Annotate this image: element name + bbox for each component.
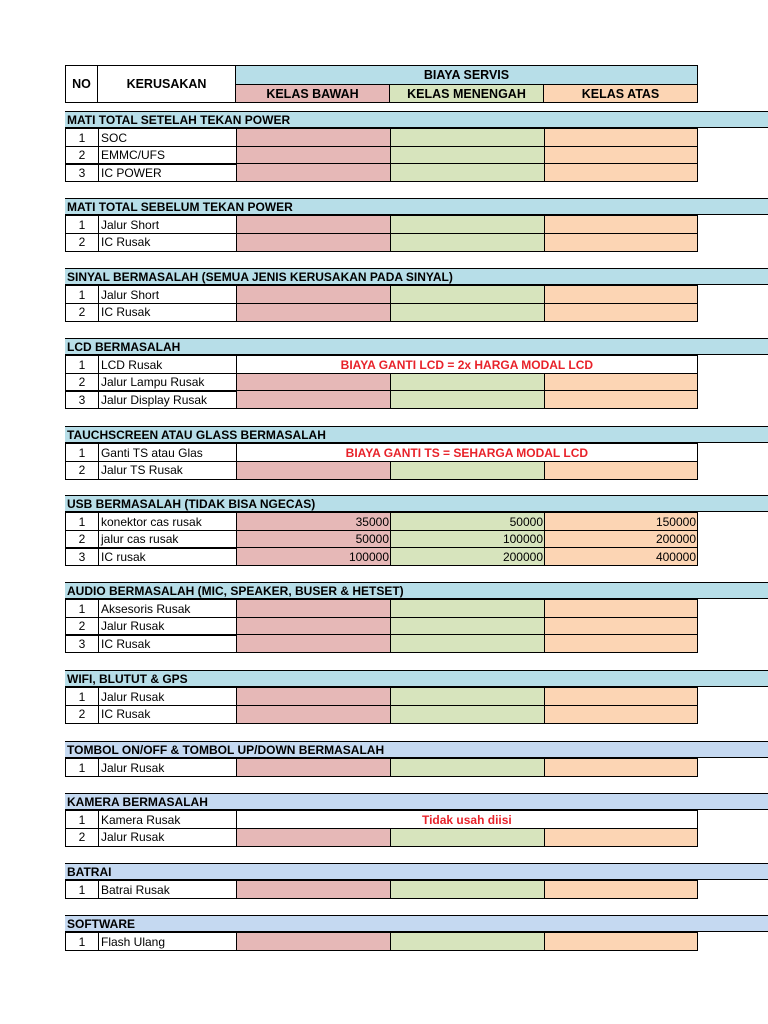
cell-kelas-atas[interactable]: 200000 [544, 530, 698, 549]
cell-kelas-bawah[interactable] [236, 687, 391, 706]
cell-kelas-menengah[interactable] [390, 932, 545, 951]
table-row [65, 129, 698, 147]
table-row [65, 462, 698, 480]
cell-kelas-menengah[interactable] [390, 828, 545, 847]
cell-kelas-atas[interactable]: 400000 [544, 547, 698, 566]
row-number: 3 [65, 634, 99, 653]
cell-kelas-menengah[interactable] [390, 599, 545, 618]
cell-kelas-bawah[interactable] [236, 285, 391, 304]
table-row [65, 881, 698, 899]
section-title: USB BERMASALAH (TIDAK BISA NGECAS) [65, 495, 768, 512]
cell-kelas-menengah[interactable] [390, 303, 545, 322]
cell-kelas-bawah[interactable] [236, 146, 391, 165]
cell-kelas-menengah[interactable] [390, 634, 545, 653]
cell-kelas-bawah[interactable] [236, 461, 391, 480]
cell-kelas-menengah[interactable] [390, 758, 545, 777]
table-row [65, 811, 698, 829]
row-number: 1 [65, 355, 99, 374]
cell-kelas-menengah[interactable] [390, 705, 545, 724]
row-number: 3 [65, 390, 99, 409]
table-row [65, 147, 698, 165]
cell-kelas-atas[interactable] [544, 373, 698, 392]
cell-kelas-menengah[interactable] [390, 285, 545, 304]
cell-kelas-bawah[interactable] [236, 617, 391, 636]
table-row [65, 688, 698, 706]
row-number: 1 [65, 758, 99, 777]
row-number: 1 [65, 128, 99, 147]
row-number: 2 [65, 146, 99, 165]
table-row [65, 829, 698, 847]
header-kelas-atas: KELAS ATAS [543, 84, 698, 103]
cell-kelas-atas[interactable] [544, 687, 698, 706]
row-number: 3 [65, 547, 99, 566]
section-title: AUDIO BERMASALAH (MIC, SPEAKER, BUSER & HETSET) [65, 582, 768, 599]
cell-kelas-atas[interactable]: 150000 [544, 512, 698, 531]
cell-kelas-bawah[interactable] [236, 634, 391, 653]
section-title: BATRAI [65, 863, 768, 880]
header-kelas-menengah: KELAS MENENGAH [389, 84, 544, 103]
cell-kelas-bawah[interactable] [236, 932, 391, 951]
cell-kelas-bawah[interactable] [236, 163, 391, 182]
cell-kelas-atas[interactable] [544, 233, 698, 252]
cell-kelas-menengah[interactable] [390, 215, 545, 234]
cell-kelas-menengah[interactable] [390, 880, 545, 899]
row-kerusakan: Ganti TS atau Glas [98, 443, 237, 462]
table-row [65, 759, 698, 777]
section-title: KAMERA BERMASALAH [65, 793, 768, 810]
cell-kelas-menengah[interactable] [390, 233, 545, 252]
row-kerusakan: Kamera Rusak [98, 810, 237, 829]
row-number: 1 [65, 880, 99, 899]
header-biaya-servis: BIAYA SERVIS [235, 65, 698, 85]
table-row [65, 706, 698, 724]
table-row [65, 391, 698, 409]
row-number: 2 [65, 373, 99, 392]
row-number: 2 [65, 617, 99, 636]
row-note: BIAYA GANTI LCD = 2x HARGA MODAL LCD [236, 355, 698, 374]
table-row [65, 618, 698, 636]
table-row [65, 216, 698, 234]
table-row [65, 304, 698, 322]
row-kerusakan: SOC [98, 128, 237, 147]
row-kerusakan: Jalur Display Rusak [98, 390, 237, 409]
row-number: 2 [65, 530, 99, 549]
cell-kelas-atas[interactable] [544, 828, 698, 847]
row-number: 1 [65, 932, 99, 951]
cell-kelas-atas[interactable] [544, 163, 698, 182]
cell-kelas-bawah[interactable] [236, 233, 391, 252]
table-row [65, 600, 698, 618]
cell-kelas-atas[interactable] [544, 617, 698, 636]
row-number: 1 [65, 285, 99, 304]
section-title: TOMBOL ON/OFF & TOMBOL UP/DOWN BERMASALAH [65, 741, 768, 758]
table-row [65, 531, 698, 549]
row-number: 1 [65, 599, 99, 618]
row-kerusakan: Jalur Short [98, 285, 237, 304]
cell-kelas-bawah[interactable] [236, 880, 391, 899]
cell-kelas-atas[interactable] [544, 461, 698, 480]
header-kerusakan: KERUSAKAN [97, 65, 236, 103]
cell-kelas-atas[interactable] [544, 758, 698, 777]
section-title: MATI TOTAL SETELAH TEKAN POWER [65, 111, 768, 128]
cell-kelas-atas[interactable] [544, 880, 698, 899]
row-kerusakan: Jalur Short [98, 215, 237, 234]
row-number: 3 [65, 163, 99, 182]
cell-kelas-menengah[interactable] [390, 128, 545, 147]
cell-kelas-atas[interactable] [544, 390, 698, 409]
section-title: MATI TOTAL SEBELUM TEKAN POWER [65, 198, 768, 215]
row-kerusakan: Jalur Lampu Rusak [98, 373, 237, 392]
row-number: 2 [65, 233, 99, 252]
cell-kelas-menengah[interactable]: 100000 [390, 530, 545, 549]
cell-kelas-menengah[interactable] [390, 617, 545, 636]
section-title: WIFI, BLUTUT & GPS [65, 670, 768, 687]
row-number: 2 [65, 303, 99, 322]
row-kerusakan: Jalur Rusak [98, 828, 237, 847]
table-row [65, 635, 698, 653]
row-kerusakan: Aksesoris Rusak [98, 599, 237, 618]
row-note: Tidak usah diisi [236, 810, 698, 829]
cell-kelas-menengah[interactable] [390, 373, 545, 392]
row-number: 2 [65, 705, 99, 724]
row-number: 1 [65, 215, 99, 234]
cell-kelas-bawah[interactable] [236, 128, 391, 147]
cell-kelas-menengah[interactable] [390, 390, 545, 409]
row-kerusakan: IC Rusak [98, 634, 237, 653]
cell-kelas-bawah[interactable] [236, 390, 391, 409]
row-kerusakan: jalur cas rusak [98, 530, 237, 549]
table-row [65, 164, 698, 182]
cell-kelas-atas[interactable] [544, 705, 698, 724]
row-kerusakan: Batrai Rusak [98, 880, 237, 899]
header-no: NO [65, 65, 98, 103]
cell-kelas-bawah[interactable] [236, 828, 391, 847]
cell-kelas-bawah[interactable] [236, 599, 391, 618]
table-row [65, 444, 698, 462]
table-row [65, 356, 698, 374]
cell-kelas-menengah[interactable] [390, 146, 545, 165]
row-number: 2 [65, 828, 99, 847]
cell-kelas-bawah[interactable] [236, 758, 391, 777]
cell-kelas-atas[interactable] [544, 285, 698, 304]
row-kerusakan: Flash Ulang [98, 932, 237, 951]
cell-kelas-menengah[interactable] [390, 687, 545, 706]
row-number: 1 [65, 512, 99, 531]
row-kerusakan: Jalur Rusak [98, 617, 237, 636]
table-row [65, 933, 698, 951]
cell-kelas-menengah[interactable]: 50000 [390, 512, 545, 531]
row-kerusakan: IC Rusak [98, 303, 237, 322]
cell-kelas-bawah[interactable] [236, 373, 391, 392]
table-row [65, 548, 698, 566]
table-row [65, 513, 698, 531]
section-title: SINYAL BERMASALAH (SEMUA JENIS KERUSAKAN PADA SINYAL) [65, 268, 768, 285]
cell-kelas-bawah[interactable]: 35000 [236, 512, 391, 531]
row-number: 2 [65, 461, 99, 480]
cell-kelas-atas[interactable] [544, 634, 698, 653]
cell-kelas-bawah[interactable]: 50000 [236, 530, 391, 549]
table-row [65, 234, 698, 252]
row-number: 1 [65, 810, 99, 829]
cell-kelas-atas[interactable] [544, 128, 698, 147]
cell-kelas-bawah[interactable] [236, 303, 391, 322]
row-kerusakan: Jalur TS Rusak [98, 461, 237, 480]
section-title: TAUCHSCREEN ATAU GLASS BERMASALAH [65, 426, 768, 443]
header-kelas-bawah: KELAS BAWAH [235, 84, 390, 103]
cell-kelas-atas[interactable] [544, 215, 698, 234]
cell-kelas-atas[interactable] [544, 932, 698, 951]
table-row [65, 374, 698, 392]
row-kerusakan: IC Rusak [98, 705, 237, 724]
row-kerusakan: IC POWER [98, 163, 237, 182]
row-kerusakan: Jalur Rusak [98, 758, 237, 777]
cell-kelas-atas[interactable] [544, 599, 698, 618]
cell-kelas-atas[interactable] [544, 146, 698, 165]
row-number: 1 [65, 443, 99, 462]
cell-kelas-bawah[interactable]: 100000 [236, 547, 391, 566]
cell-kelas-menengah[interactable] [390, 163, 545, 182]
row-kerusakan: LCD Rusak [98, 355, 237, 374]
table-row [65, 286, 698, 304]
cell-kelas-atas[interactable] [544, 303, 698, 322]
cell-kelas-menengah[interactable] [390, 461, 545, 480]
cell-kelas-bawah[interactable] [236, 705, 391, 724]
row-number: 1 [65, 687, 99, 706]
row-kerusakan: IC Rusak [98, 233, 237, 252]
section-title: LCD BERMASALAH [65, 338, 768, 355]
row-note: BIAYA GANTI TS = SEHARGA MODAL LCD [236, 443, 698, 462]
row-kerusakan: EMMC/UFS [98, 146, 237, 165]
cell-kelas-bawah[interactable] [236, 215, 391, 234]
row-kerusakan: IC rusak [98, 547, 237, 566]
row-kerusakan: konektor cas rusak [98, 512, 237, 531]
cell-kelas-menengah[interactable]: 200000 [390, 547, 545, 566]
section-title: SOFTWARE [65, 915, 768, 932]
row-kerusakan: Jalur Rusak [98, 687, 237, 706]
